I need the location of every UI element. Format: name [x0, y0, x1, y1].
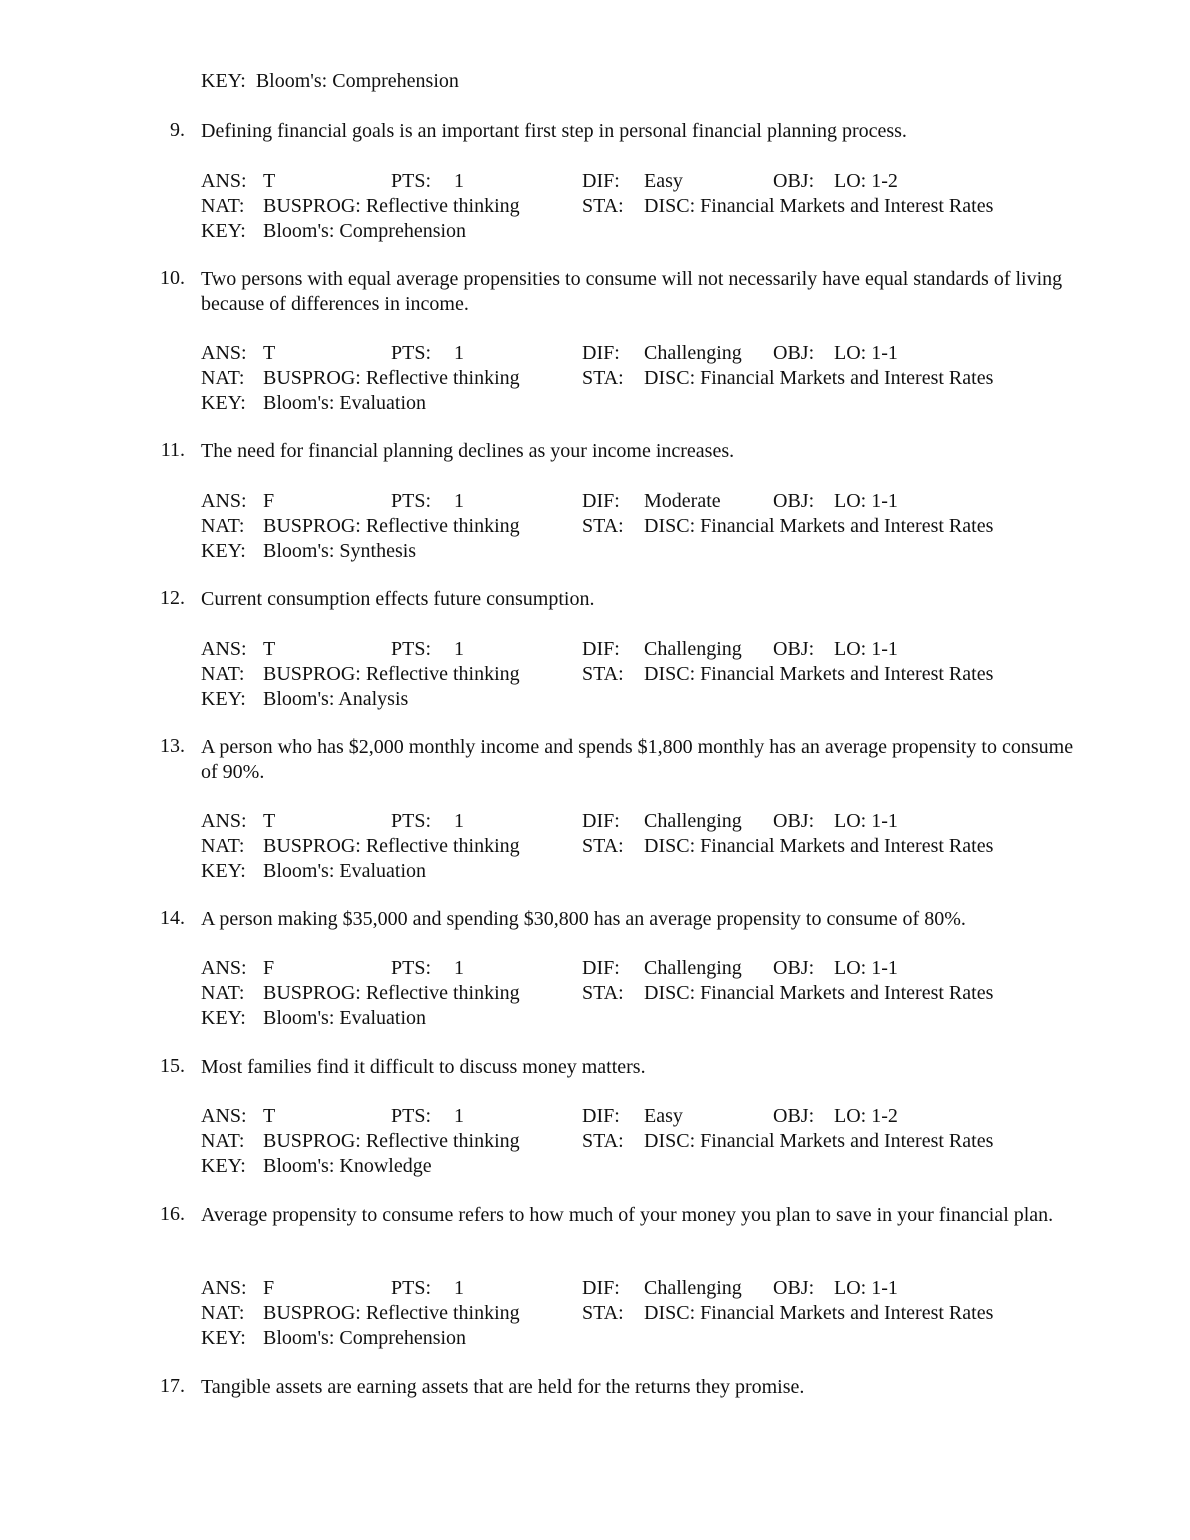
obj-value: LO: 1-2	[834, 1105, 898, 1127]
key-label: KEY:	[201, 860, 246, 882]
pts-value: 1	[454, 957, 464, 979]
key-value: Bloom's: Comprehension	[255, 70, 459, 92]
sta-label: STA:	[582, 1302, 624, 1324]
pts-value: 1	[454, 490, 464, 512]
obj-label: OBJ:	[773, 1277, 815, 1299]
dif-label: DIF:	[582, 342, 620, 364]
sta-value: DISC: Financial Markets and Interest Rates	[644, 835, 994, 857]
question-text: Defining financial goals is an important first step in personal financial planning process.	[201, 120, 907, 142]
dif-value: Moderate	[644, 490, 721, 512]
dif-value: Challenging	[644, 638, 742, 660]
key-value: Bloom's: Analysis	[263, 688, 409, 710]
nat-value: BUSPROG: Reflective thinking	[263, 663, 520, 685]
dif-value: Easy	[644, 1105, 683, 1127]
ans-value: T	[263, 810, 276, 832]
question-meta	[201, 637, 1101, 712]
dif-label: DIF:	[582, 1277, 620, 1299]
nat-value: BUSPROG: Reflective thinking	[263, 982, 520, 1004]
nat-value: BUSPROG: Reflective thinking	[263, 367, 520, 389]
pts-value: 1	[454, 170, 464, 192]
ans-value: T	[263, 638, 276, 660]
question-meta	[201, 1276, 1101, 1351]
nat-label: NAT:	[201, 1302, 245, 1324]
key-value: Bloom's: Knowledge	[263, 1155, 432, 1177]
obj-value: LO: 1-1	[834, 638, 898, 660]
nat-label: NAT:	[201, 663, 245, 685]
ans-value: F	[263, 957, 275, 979]
question-text: Most families find it difficult to discuss money matters.	[201, 1056, 646, 1078]
pts-label: PTS:	[391, 490, 432, 512]
key-value: Bloom's: Comprehension	[263, 220, 467, 242]
ans-label: ANS:	[201, 1277, 247, 1299]
question-number: 13.	[160, 735, 185, 757]
sta-label: STA:	[582, 367, 624, 389]
question-meta	[201, 1104, 1101, 1179]
question-meta	[201, 341, 1101, 416]
question-text: Two persons with equal average propensities to consume will not necessarily have equal standards of living because of differences in income.	[201, 268, 1063, 315]
question-text: A person who has $2,000 monthly income and spends $1,800 monthly has an average propensity to consume of 90%.	[201, 736, 1074, 783]
obj-label: OBJ:	[773, 170, 815, 192]
obj-label: OBJ:	[773, 638, 815, 660]
question-text: Current consumption effects future consumption.	[201, 588, 595, 610]
nat-label: NAT:	[201, 835, 245, 857]
ans-label: ANS:	[201, 342, 247, 364]
nat-value: BUSPROG: Reflective thinking	[263, 1302, 520, 1324]
obj-label: OBJ:	[773, 957, 815, 979]
ans-label: ANS:	[201, 810, 247, 832]
question-text: A person making $35,000 and spending $30,800 has an average propensity to consume of 80%.	[201, 908, 966, 930]
sta-label: STA:	[582, 982, 624, 1004]
ans-value: T	[263, 1105, 276, 1127]
nat-value: BUSPROG: Reflective thinking	[263, 195, 520, 217]
sta-label: STA:	[582, 1130, 624, 1152]
question-text: The need for financial planning declines as your income increases.	[201, 440, 735, 462]
dif-label: DIF:	[582, 810, 620, 832]
nat-label: NAT:	[201, 982, 245, 1004]
obj-value: LO: 1-1	[834, 1277, 898, 1299]
question-number: 12.	[160, 587, 185, 609]
question-number: 14.	[160, 907, 185, 929]
sta-value: DISC: Financial Markets and Interest Rates	[644, 1302, 994, 1324]
obj-value: LO: 1-2	[834, 170, 898, 192]
obj-value: LO: 1-1	[834, 490, 898, 512]
pts-label: PTS:	[391, 1277, 432, 1299]
key-value: Bloom's: Synthesis	[263, 540, 417, 562]
dif-label: DIF:	[582, 638, 620, 660]
top-key-line	[201, 69, 459, 94]
question-meta	[201, 169, 1101, 244]
dif-label: DIF:	[582, 957, 620, 979]
ans-value: T	[263, 342, 276, 364]
obj-value: LO: 1-1	[834, 957, 898, 979]
question-number: 15.	[160, 1055, 185, 1077]
question-number: 9.	[170, 119, 185, 141]
dif-value: Challenging	[644, 1277, 742, 1299]
sta-value: DISC: Financial Markets and Interest Rates	[644, 982, 994, 1004]
obj-label: OBJ:	[773, 490, 815, 512]
sta-value: DISC: Financial Markets and Interest Rates	[644, 195, 994, 217]
ans-label: ANS:	[201, 638, 247, 660]
nat-label: NAT:	[201, 367, 245, 389]
obj-label: OBJ:	[773, 342, 815, 364]
dif-value: Challenging	[644, 342, 742, 364]
pts-value: 1	[454, 810, 464, 832]
dif-value: Easy	[644, 170, 683, 192]
pts-label: PTS:	[391, 1105, 432, 1127]
question-number: 16.	[160, 1203, 185, 1225]
sta-value: DISC: Financial Markets and Interest Rates	[644, 367, 994, 389]
ans-value: F	[263, 1277, 275, 1299]
nat-label: NAT:	[201, 195, 245, 217]
nat-value: BUSPROG: Reflective thinking	[263, 515, 520, 537]
key-label: KEY:	[201, 392, 246, 414]
sta-label: STA:	[582, 515, 624, 537]
ans-label: ANS:	[201, 490, 247, 512]
nat-label: NAT:	[201, 1130, 245, 1152]
dif-label: DIF:	[582, 490, 620, 512]
question-text: Tangible assets are earning assets that are held for the returns they promise.	[201, 1376, 805, 1398]
obj-value: LO: 1-1	[834, 342, 898, 364]
key-label: KEY:	[201, 688, 246, 710]
key-label: KEY:	[201, 220, 246, 242]
key-label: KEY:	[201, 1155, 246, 1177]
key-value: Bloom's: Comprehension	[263, 1327, 467, 1349]
pts-label: PTS:	[391, 170, 432, 192]
dif-value: Challenging	[644, 957, 742, 979]
nat-label: NAT:	[201, 515, 245, 537]
key-label: KEY:	[201, 70, 246, 92]
sta-label: STA:	[582, 195, 624, 217]
pts-label: PTS:	[391, 810, 432, 832]
question-meta	[201, 809, 1101, 884]
key-value: Bloom's: Evaluation	[263, 392, 427, 414]
sta-value: DISC: Financial Markets and Interest Rates	[644, 515, 994, 537]
ans-value: F	[263, 490, 275, 512]
sta-label: STA:	[582, 663, 624, 685]
key-value: Bloom's: Evaluation	[263, 860, 427, 882]
key-label: KEY:	[201, 1327, 246, 1349]
pts-label: PTS:	[391, 342, 432, 364]
ans-label: ANS:	[201, 1105, 247, 1127]
dif-label: DIF:	[582, 170, 620, 192]
dif-label: DIF:	[582, 1105, 620, 1127]
obj-value: LO: 1-1	[834, 810, 898, 832]
ans-value: T	[263, 170, 276, 192]
nat-value: BUSPROG: Reflective thinking	[263, 835, 520, 857]
obj-label: OBJ:	[773, 810, 815, 832]
sta-value: DISC: Financial Markets and Interest Rates	[644, 1130, 994, 1152]
question-meta	[201, 489, 1101, 564]
ans-label: ANS:	[201, 957, 247, 979]
sta-value: DISC: Financial Markets and Interest Rates	[644, 663, 994, 685]
pts-value: 1	[454, 638, 464, 660]
pts-label: PTS:	[391, 638, 432, 660]
nat-value: BUSPROG: Reflective thinking	[263, 1130, 520, 1152]
pts-label: PTS:	[391, 957, 432, 979]
sta-label: STA:	[582, 835, 624, 857]
question-meta	[201, 956, 1101, 1031]
pts-value: 1	[454, 1277, 464, 1299]
dif-value: Challenging	[644, 810, 742, 832]
question-number: 17.	[160, 1375, 185, 1397]
key-value: Bloom's: Evaluation	[263, 1007, 427, 1029]
pts-value: 1	[454, 342, 464, 364]
ans-label: ANS:	[201, 170, 247, 192]
question-number: 11.	[160, 439, 185, 461]
key-label: KEY:	[201, 540, 246, 562]
question-number: 10.	[160, 267, 185, 289]
pts-value: 1	[454, 1105, 464, 1127]
key-label: KEY:	[201, 1007, 246, 1029]
question-text: Average propensity to consume refers to how much of your money you plan to save in your financial plan.	[201, 1204, 1054, 1226]
obj-label: OBJ:	[773, 1105, 815, 1127]
